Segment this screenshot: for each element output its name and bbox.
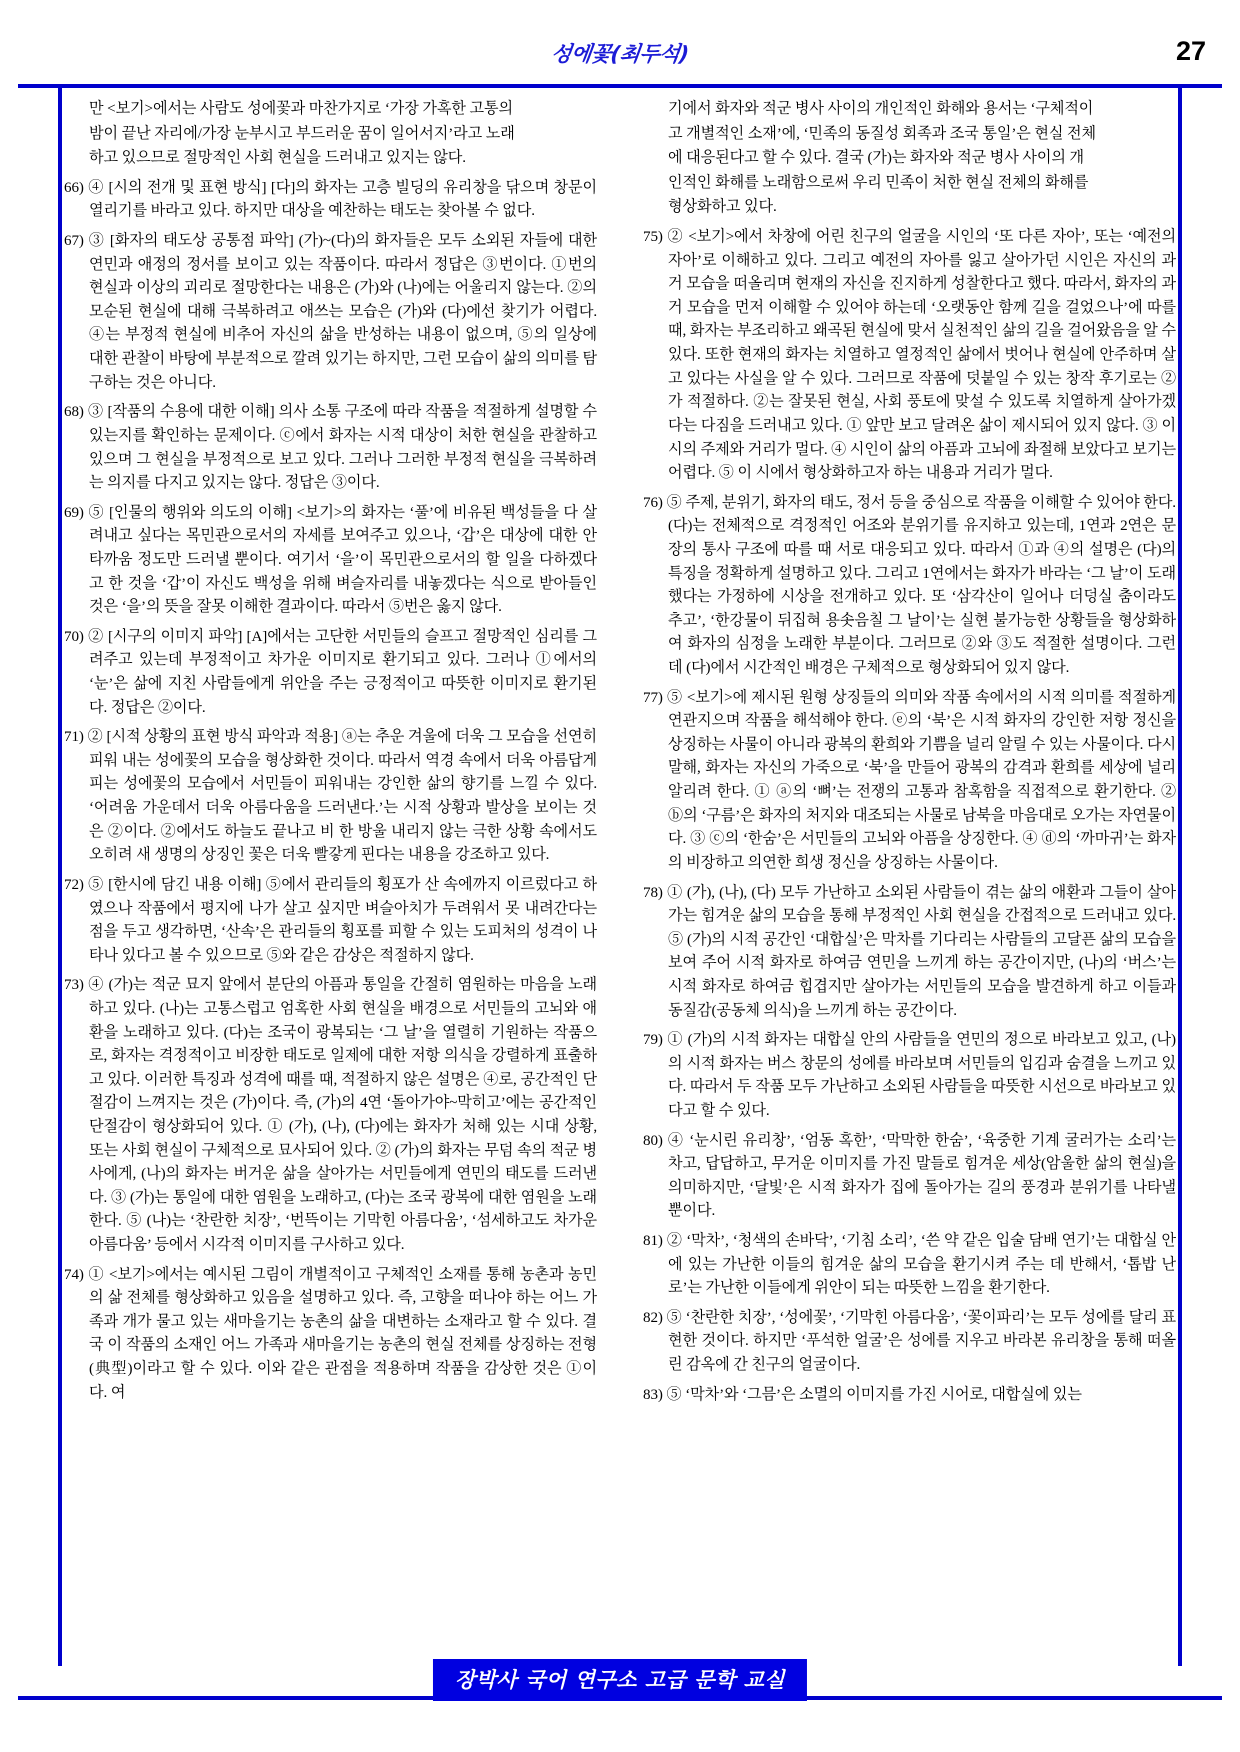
item-number: 81) (643, 1233, 663, 1250)
answer-item (643, 226, 1176, 486)
answer-item (64, 177, 597, 224)
item-number: 80) (643, 1132, 663, 1149)
item-number: 67) (64, 233, 84, 250)
item-choice: ② (88, 628, 104, 645)
item-number: 74) (64, 1266, 84, 1283)
answer-item (643, 1029, 1176, 1123)
item-number: 83) (643, 1386, 663, 1403)
answer-item (643, 492, 1176, 681)
intro-line: 인적인 화해를 노래함으로써 우리 민족이 처한 현실 전체의 화해를 (668, 174, 1089, 191)
answer-item (64, 502, 597, 620)
item-text: [시의 전개 및 표현 방식] [다]의 화자는 고층 빌딩의 유리창을 닦으며 창문이 열리기를 바라고 있다. 하지만 대상을 예찬하는 태도는 찾아볼 수 없다. (89, 179, 597, 220)
item-number: 69) (64, 504, 84, 521)
item-text: [화자의 태도상 공통점 파악] (가)~(다)의 화자들은 모두 소외된 자들에 대한 연민과 애정의 정서를 보이고 있는 작품이다. 따라서 정답은 ③번이다. ①번의 현실과 이상의 괴리로 절망한다는 내용은 (가)와 (나)에는 어울리지 않는다. ②의 모순된 현실에 대해 극복하려고 애쓰는 모습은 (가)와 (다)에선 찾기가 어렵다. ④는 부정적 현실에 비추어 자신의 삶을 반성하는 내용이 없으며, ⑤의 일상에 대한 관찰이 바탕에 부분적으로 깔려 있기는 하지만, 그런 모습이 삶의 의미를 탐구하는 것은 아니다. (89, 233, 597, 391)
item-choice: ⑤ (88, 504, 105, 521)
intro-line: 형상화하고 있다. (668, 199, 777, 216)
item-number: 68) (64, 404, 84, 421)
item-text: ‘막차’와 ‘그믐’은 소멸의 이미지를 가진 시어로, 대합실에 있는 (685, 1386, 1082, 1403)
item-number: 73) (64, 977, 84, 994)
item-number: 82) (643, 1309, 663, 1326)
intro-line: 밤이 끝난 자리에/가장 눈부시고 부드러운 꿈이 일어서지’라고 노래 (89, 125, 515, 142)
item-choice: ③ (87, 404, 104, 421)
item-choice: ② (87, 729, 103, 746)
item-text: ‘눈시린 유리창’, ‘엄동 혹한’, ‘막막한 한숨’, ‘육중한 기계 굴러가는 소리’는 차고, 답답하고, 무거운 이미지를 가진 말들로 힘겨운 세상(암울한 삶의 현실)을 의미하지만, ‘달빛’은 시적 화자가 집에 돌아가는 길의 풍경과 분위기를 나타낼 뿐이다. (668, 1132, 1176, 1220)
item-number: 77) (643, 689, 663, 706)
answer-item (643, 882, 1176, 1024)
left-column (64, 98, 603, 1408)
item-number: 70) (64, 628, 84, 645)
intro-line: 고 개별적인 소재’에, ‘민족의 동질성 회족과 조국 통일’은 현실 전체 (668, 125, 1097, 142)
answer-item (643, 1130, 1176, 1224)
answer-item (64, 626, 597, 720)
item-text: 주제, 분위기, 화자의 태도, 정서 등을 중심으로 작품을 이해할 수 있어야 한다. (다)는 전체적으로 격정적인 어조와 분위기를 유지하고 있는데, 1연과 2연은 문장의 통사 구조에 따를 때 서로 대응되고 있다. 따라서 ①과 ④의 설명은 (다)의 특징을 정확하게 설명하고 있다. 그리고 1연에서는 화자가 바라는 ‘그 날’이 도래했다는 가정하에 시상을 전개하고 있다. 또 ‘삼각산이 일어나 더덩실 춤이라도 추고’, ‘한강물이 뒤집혀 용솟음칠 그 날이’는 실현 불가능한 상황들을 형상화하여 화자의 심정을 노래한 부분이다. 그러므로 ②와 ③도 적절한 설명이다. 그런데 (다)에서 시간적인 배경은 구체적으로 형상화되어 있지 않다. (668, 494, 1176, 677)
item-choice: ② (667, 229, 684, 246)
right-column (637, 98, 1176, 1408)
page-title: 성에꽃(최두석) (549, 42, 690, 66)
item-choice: ⑤ (666, 1386, 682, 1403)
item-number: 79) (643, 1032, 663, 1049)
intro-line: 만 <보기>에서는 사람도 성에꽃과 마찬가지로 ‘가장 가혹한 고통의 (89, 101, 513, 117)
item-text: [시구의 이미지 파악] [A]에서는 고단한 서민들의 슬프고 절망적인 심리를 그려주고 있는데 부정적이고 차가운 이미지로 환기되고 있다. 그러나 ⓛ에서의 ‘눈’은 삶에 지친 사람들에게 위안을 주는 긍정적이고 따뜻한 이미지로 환기된다. 정답은 ②이다. (89, 628, 597, 716)
item-text: <보기>에서 차창에 어린 친구의 얼굴을 시인의 ‘또 다른 자아’, 또는 ‘예전의 자아’로 이해하고 있다. 그리고 예전의 자아를 잃고 살아가던 시인은 자신의 과거 모습을 떠올리며 현재의 자신을 진지하게 성찰한다고 했다. 따라서, 화자의 과거 모습을 먼저 이해할 수 있어야 하는데 ‘오랫동안 함께 길을 걸었으나’에 따를 때, 화자는 부조리하고 왜곡된 현실에 맞서 실천적인 삶의 길을 걸어왔음을 알 수 있다. 또한 현재의 화자는 치열하고 열정적인 삶에서 벗어나 현실에 안주하며 살고 있다는 사실을 알 수 있다. 그러므로 작품에 덧붙일 수 있는 창작 후기로는 ②가 적절하다. ②는 잘못된 현실, 사회 풍토에 맞설 수 있도록 치열하게 살아가겠다는 다짐을 드러내고 있다. ① 앞만 보고 달려온 삶이 제시되어 있지 않다. ③ 이 시의 주제와 거리가 멀다. ④ 시인이 삶의 아픔과 고뇌에 좌절해 보았다고 보기는 어렵다. ⑤ 이 시에서 형상화하고자 하는 내용과 거리가 멀다. (668, 229, 1176, 482)
item-number: 71) (64, 729, 84, 746)
item-choice: ① (667, 1032, 684, 1049)
item-number: 66) (64, 179, 84, 196)
item-text: <보기>에서는 예시된 그림이 개별적이고 구체적인 소재를 통해 농촌과 농민의 삶 전체를 형상화하고 있음을 설명하고 있다. 즉, 고향을 떠나야 하는 어느 가족과 개가 물고 있는 새마을기는 농촌의 삶을 대변하는 소재라고 할 수 있다. 결국 이 작품의 소재인 어느 가족과 새마을기는 농촌의 현실 전체를 상징하는 전형(典型)이라고 할 수 있다. 이와 같은 관점을 적용하며 작품을 감상한 것은 ①이다. 여 (89, 1266, 597, 1401)
item-number: 72) (64, 876, 84, 893)
item-text: [작품의 수용에 대한 이해] 의사 소통 구조에 따라 작품을 적절하게 설명할 수 있는지를 확인하는 문제이다. ⓒ에서 화자는 시적 대상이 처한 현실을 관찰하고 있으며 그 현실을 부정적으로 보고 있다. 그러나 그러한 부정적 현실을 극복하려는 의지를 다지고 있지는 않다. 정답은 ③이다. (89, 404, 597, 492)
answer-item (64, 874, 597, 968)
item-choice: ① (88, 1266, 105, 1283)
item-text: ‘막차’, ‘청색의 손바닥’, ‘기침 소리’, ‘쓴 약 같은 입술 담배 연기’는 대합실 안에 있는 가난한 이들의 힘겨운 삶의 모습을 환기시켜 주는 데 반해서, ‘톱밥 난로’는 가난한 이들에게 위안이 되는 따뜻한 느낌을 환기한다. (668, 1233, 1176, 1297)
item-text: (가)의 시적 화자는 대합실 안의 사람들을 연민의 정으로 바라보고 있고, (나)의 시적 화자는 버스 창문의 성에를 바라보며 서민들의 입김과 숨결을 느끼고 있다. 따라서 두 작품 모두 가난하고 소외된 사람들을 따뜻한 시선으로 바라보고 있다고 할 수 있다. (668, 1032, 1176, 1119)
item-choice: ④ (88, 977, 105, 994)
item-choice: ③ (88, 233, 105, 250)
answer-item (64, 726, 597, 868)
answer-item (643, 687, 1176, 876)
footer-banner: 장박사 국어 연구소 고급 문학 교실 (433, 1659, 807, 1701)
item-choice: ⑤ (88, 876, 104, 893)
answer-item (64, 974, 597, 1257)
page-header (0, 0, 1240, 88)
item-text: <보기>에 제시된 원형 상징들의 의미와 작품 속에서의 시적 의미를 적절하게 연관지으며 작품을 해석해야 한다. ⓔ의 ‘북’은 시적 화자의 강인한 저항 정신을 상징하는 사물이 아니라 광복의 환희와 기쁨을 널리 알릴 수 있는 사물이다. 다시 말해, 화자는 자신의 가죽으로 ‘북’을 만들어 광복의 감격과 환희를 세상에 널리 알리려 한다. ① ⓐ의 ‘뼈’는 전쟁의 고통과 참혹함을 직접적으로 환기한다. ② ⓑ의 ‘구름’은 화자의 처지와 대조되는 사물로 남북을 마음대로 오가는 자연물이다. ③ ⓒ의 ‘한숨’은 서민들의 고뇌와 아픔을 상징한다. ④ ⓓ의 ‘까마귀’는 화자의 비장하고 의연한 희생 정신을 상징하는 사물이다. (668, 689, 1176, 871)
item-text: [시적 상황의 표현 방식 파악과 적용] ⓐ는 추운 겨울에 더욱 그 모습을 선연히 피워 내는 성에꽃의 모습을 형상화한 것이다. 따라서 역경 속에서 더욱 아름답게 피는 성에꽃의 모습에서 서민들이 피워내는 강인한 삶의 향기를 느낄 수 있다. ‘어려움 가운데서 더욱 아름다움을 드러낸다.’는 시적 상황과 발상을 보이는 것은 ②이다. ②에서도 하늘도 끝나고 비 한 방울 내리지 않는 극한 상황 속에서도 오히려 새 생명의 상징인 꽃은 더욱 빨갛게 핀다는 내용을 강조하고 있다. (89, 729, 597, 864)
answer-item (643, 1230, 1176, 1301)
item-text: (가)는 적군 묘지 앞에서 분단의 아픔과 통일을 간절히 염원하는 마음을 노래하고 있다. (나)는 고통스럽고 엄혹한 사회 현실을 배경으로 서민들의 고뇌와 애환을 노래하고 있다. (다)는 조국이 광복되는 ‘그 날’을 열렬히 기원하는 작품으로, 화자는 격정적이고 비장한 태도로 일제에 대한 저항 의식을 강렬하게 표출하고 있다. 이러한 특징과 성격에 때를 때, 적절하지 않은 설명은 ④로, 공간적인 단절감이 느껴지는 것은 (가)이다. 즉, (가)의 4연 ‘돌아가야~막히고’에는 공간적인 단절감이 형상화되어 있다. ① (가), (나), (다)에는 화자가 처해 있는 시대 상황, 또는 사회 현실이 구체적으로 묘사되어 있다. ② (가)의 화자는 무덤 속의 적군 병사에게, (나)의 화자는 버거운 삶을 살아가는 서민들에게 연민의 태도를 드러낸다. ③ (가)는 통일에 대한 염원을 노래하고, (다)는 조국 광복에 대한 염원을 노래한다. ⑤ (나)는 ‘찬란한 치장’, ‘번뜩이는 기막힌 아름다움’, ‘섬세하고도 차가운 아름다움’ 등에서 시각적 이미지를 구사하고 있다. (89, 977, 597, 1254)
item-choice: ② (666, 1233, 683, 1250)
item-number: 78) (643, 884, 663, 901)
item-text: [한시에 담긴 내용 이해] ⑤에서 관리들의 횡포가 산 속에까지 이르렀다고 하였으나 작품에서 평지에 나가 살고 싶지만 벼슬아치가 두려워서 못 내려간다는 점을 두고 생각하면, ‘산속’은 관리들의 횡포를 피할 수 있는 도피처의 성격이 나타나 있다고 볼 수 있으므로 ⑤와 같은 감상은 적절하지 않다. (89, 876, 597, 964)
item-number: 76) (643, 494, 663, 511)
intro-line: 기에서 화자와 적군 병사 사이의 개인적인 화해와 용서는 ‘구체적이 (668, 101, 1094, 117)
answer-item (64, 401, 597, 495)
item-choice: ① (667, 884, 683, 901)
item-choice: ④ (88, 179, 105, 196)
item-choice: ⑤ (666, 494, 682, 511)
answer-item (64, 230, 597, 395)
intro-line: 하고 있으므로 절망적인 사회 현실을 드러내고 있지는 않다. (89, 150, 466, 167)
item-choice: ⑤ (666, 1309, 682, 1326)
item-choice: ④ (667, 1132, 685, 1149)
intro-line: 에 대응된다고 할 수 있다. 결국 (가)는 화자와 적군 병사 사이의 개 (668, 150, 1084, 167)
answer-item (643, 1307, 1176, 1378)
item-text: ‘찬란한 치장’, ‘성에꽃’, ‘기막힌 아름다움’, ‘꽃이파리’는 모두 성에를 달리 표현한 것이다. 하지만 ‘푸석한 얼굴’은 성에를 지우고 바라본 유리창을 통해 떠올린 감옥에 간 친구의 얼굴이다. (668, 1309, 1176, 1374)
answer-item (64, 1264, 597, 1406)
item-number: 75) (643, 229, 663, 246)
item-choice: ⑤ (667, 689, 683, 706)
item-text: (가), (나), (다) 모두 가난하고 소외된 사람들이 겪는 삶의 애환과 그들이 살아가는 힘겨운 삶의 모습을 통해 부정적인 사회 현실을 간접적으로 드러내고 있다. ⑤ (가)의 시적 공간인 ‘대합실’은 막차를 기다리는 사람들의 고달픈 삶의 모습을 보여 주어 시적 화자로 하여금 연민을 느끼게 하는 공간이지만, (나)의 ‘버스’는 시적 화자로 하여금 힙겹지만 살아가는 서민들의 모습을 발견하게 하고 이들과 동질감(공동체 의식)을 느끼게 하는 공간이다. (668, 884, 1176, 1019)
explanation-columns (64, 98, 1176, 1408)
item-text: [인물의 행위와 의도의 이해] <보기>의 화자는 ‘풀’에 비유된 백성들을 다 살려내고 싶다는 목민관으로서의 자세를 보여주고 있으나, ‘갑’은 대상에 대한 안타까움 정도만 드러낼 뿐이다. 여기서 ‘을’이 목민관으로서의 할 일을 다하겠다고 한 것을 ‘갑’이 자신도 백성을 위해 벼슬자리를 내놓겠다는 식으로 받아들인 것은 ‘을’의 뜻을 잘못 이해한 결과이다. 따라서 ⑤번은 옳지 않다. (89, 504, 597, 616)
answer-item (643, 1384, 1176, 1408)
page-number: 27 (1175, 36, 1206, 66)
